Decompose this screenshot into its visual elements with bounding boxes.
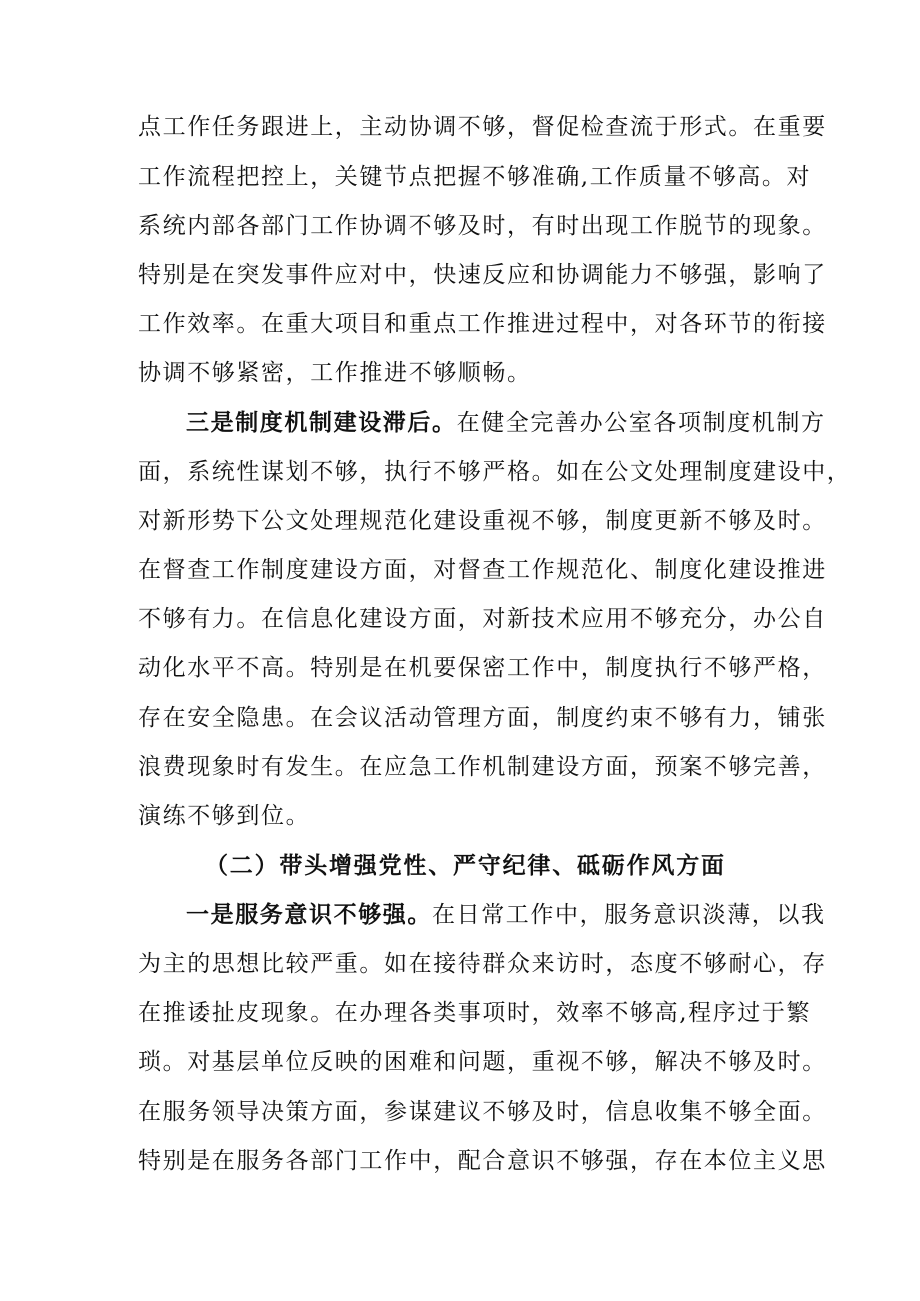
paragraph-lead-bold: 一是服务意识不够强。 <box>186 901 432 928</box>
paragraph-start-line <box>186 900 826 930</box>
body-text-line: 为主的思想比较严重。如在接待群众来访时，态度不够耐心，存 <box>138 951 827 977</box>
body-text-line: 琐。对基层单位反映的困难和问题，重视不够，解决不够及时。 <box>138 1049 827 1075</box>
paragraph-start-line <box>186 408 826 438</box>
body-text-line: 工作效率。在重大项目和重点工作推进过程中，对各环节的衔接 <box>138 311 827 337</box>
body-text-line: 演练不够到位。 <box>138 803 311 829</box>
body-text-line: 不够有力。在信息化建设方面，对新技术应用不够充分，办公自 <box>138 606 827 632</box>
section-heading: （二）带头增强党性、严守纪律、砥砺作风方面 <box>205 852 726 879</box>
body-text-line: 对新形势下公文处理规范化建设重视不够，制度更新不够及时。 <box>138 508 827 534</box>
body-text-line: 系统内部各部门工作协调不够及时，有时出现工作脱节的现象。 <box>138 213 827 239</box>
body-text-line: 在服务领导决策方面，参谋建议不够及时，信息收集不够全面。 <box>138 1099 827 1125</box>
body-text-line: 在推诿扯皮现象。在办理各类事项时，效率不够高,程序过于繁 <box>138 1000 812 1026</box>
body-text-line: 浪费现象时有发生。在应急工作机制建设方面，预案不够完善， <box>138 754 827 780</box>
body-text-line: 动化水平不高。特别是在机要保密工作中，制度执行不够严格， <box>138 655 827 681</box>
paragraph-lead-rest: 在日常工作中，服务意识淡薄，以我 <box>432 902 826 928</box>
body-text-line: 在督查工作制度建设方面，对督查工作规范化、制度化建设推进 <box>138 557 827 583</box>
paragraph-lead-bold: 三是制度机制建设滞后。 <box>186 409 457 436</box>
body-text-line: 协调不够紧密，工作推进不够顺畅。 <box>138 360 532 386</box>
body-text-line: 点工作任务跟进上，主动协调不够，督促检查流于形式。在重要 <box>138 114 827 140</box>
body-text-line: 面，系统性谋划不够，执行不够严格。如在公文处理制度建设中， <box>138 459 852 485</box>
paragraph-lead-rest: 在健全完善办公室各项制度机制方 <box>456 410 826 436</box>
body-text-line: 工作流程把控上，关键节点把握不够准确,工作质量不够高。对 <box>138 164 812 190</box>
body-text-line: 存在安全隐患。在会议活动管理方面，制度约束不够有力，铺张 <box>138 705 827 731</box>
body-text-line: 特别是在服务各部门工作中，配合意识不够强，存在本位主义思 <box>138 1148 827 1174</box>
body-text-line: 特别是在突发事件应对中，快速反应和协调能力不够强，影响了 <box>138 262 827 288</box>
